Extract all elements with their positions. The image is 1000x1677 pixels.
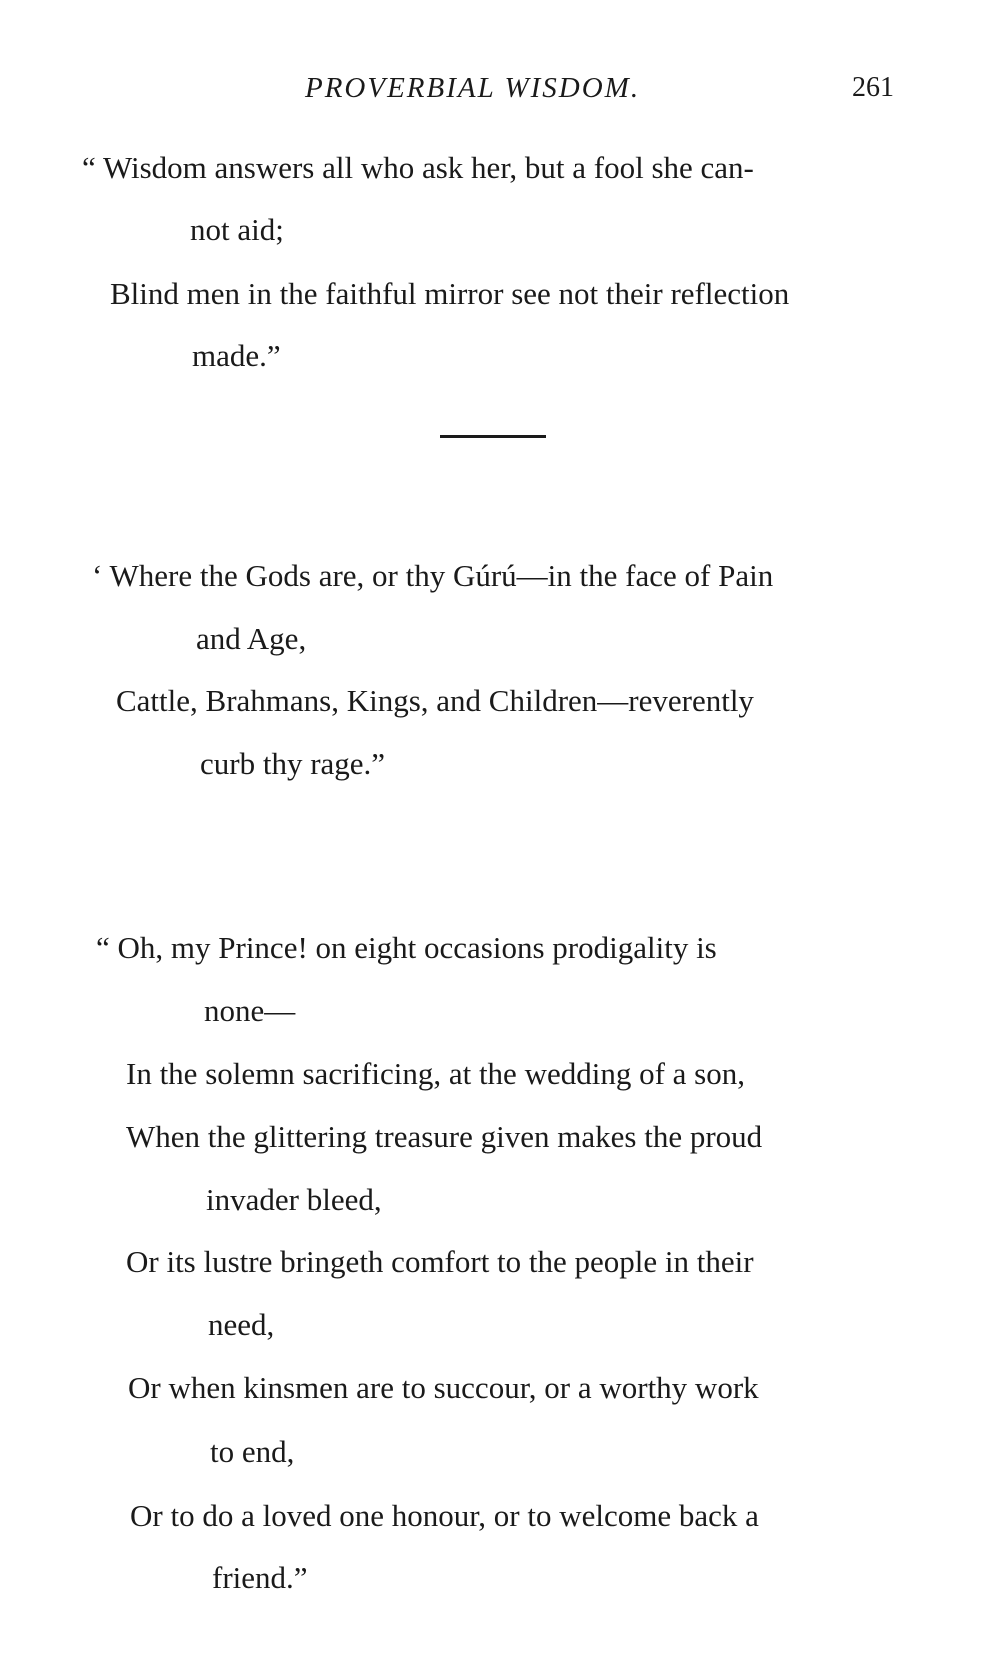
page-header: [0, 72, 1000, 112]
verse-line: need,: [208, 1307, 275, 1342]
running-title: PROVERBIAL WISDOM.: [305, 72, 641, 104]
verse-line: Cattle, Brahmans, Kings, and Children—reverently: [116, 683, 754, 718]
verse-line: not aid;: [190, 212, 284, 247]
verse-line: invader bleed,: [206, 1182, 382, 1217]
verse-line: curb thy rage.”: [200, 746, 386, 781]
section-divider: [440, 435, 546, 438]
verse-line: “ Wisdom answers all who ask her, but a fool she can-: [82, 150, 754, 185]
verse-line: Or its lustre bringeth comfort to the people in their: [126, 1244, 754, 1279]
verse-line: to end,: [210, 1434, 295, 1469]
verse-line: When the glittering treasure given makes the proud: [126, 1119, 763, 1154]
page-number: 261: [852, 72, 894, 103]
verse-line: Blind men in the faithful mirror see not their reflection: [110, 276, 790, 311]
verse-line: and Age,: [196, 621, 307, 656]
verse-line: ‘ Where the Gods are, or thy Gúrú—in the face of Pain: [92, 558, 774, 593]
verse-line: made.”: [192, 338, 281, 373]
verse-line: friend.”: [212, 1560, 308, 1595]
verse-line: “ Oh, my Prince! on eight occasions prodigality is: [96, 930, 717, 965]
verse-line: none—: [204, 993, 296, 1028]
verse-line: In the solemn sacrificing, at the wedding of a son,: [126, 1056, 745, 1091]
verse-line: Or when kinsmen are to succour, or a worthy work: [128, 1370, 759, 1405]
verse-line: Or to do a loved one honour, or to welcome back a: [130, 1498, 759, 1533]
